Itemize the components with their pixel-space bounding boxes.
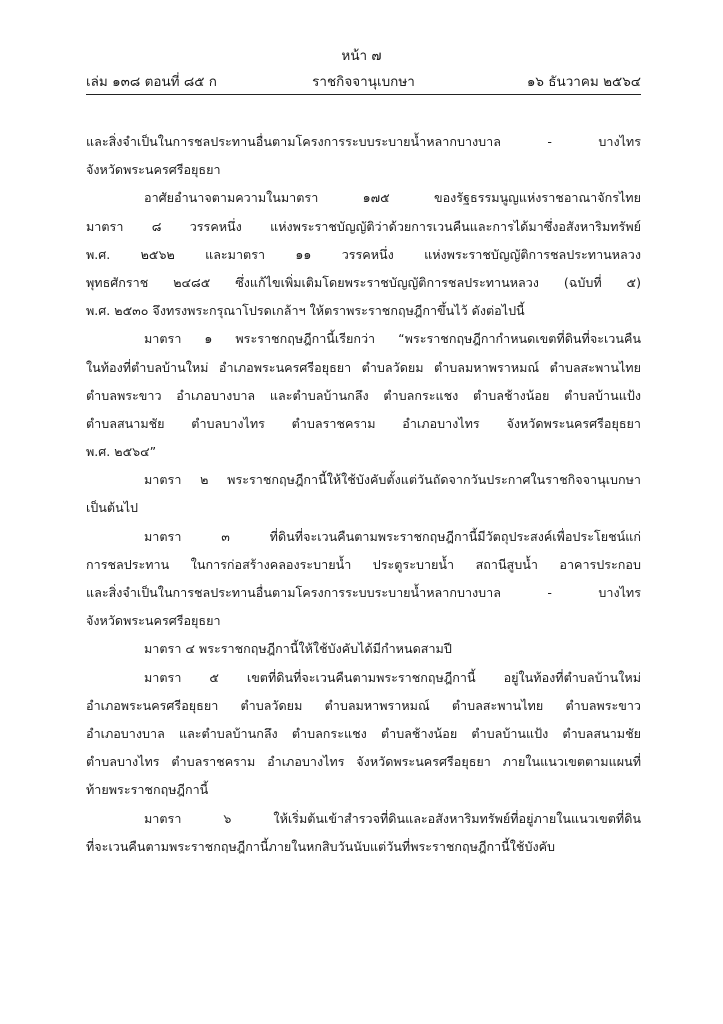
text-line: อำเภอบางบาล และตำบลบ้านกลึง ตำบลกระแชง ตำบลช้างน้อย ตำบลบ้านแป้ง ตำบลสนามชัย xyxy=(86,725,641,741)
text-line: ท้ายพระราชกฤษฎีกานี้ xyxy=(86,782,209,798)
text-line: ตำบลพระขาว อำเภอบางบาล และตำบลบ้านกลึง ตำบลกระแชง ตำบลช้างน้อย ตำบลบ้านแป้ง xyxy=(86,387,641,403)
section-2-line: มาตรา ๒ พระราชกฤษฎีกานี้ให้ใช้บังคับตั้งแต่วันถัดจากวันประกาศในราชกิจจานุเบกษา xyxy=(144,472,641,488)
gazette-header xyxy=(86,70,641,94)
text-line: ตำบลสนามชัย ตำบลบางไทร ตำบลราชคราม อำเภอบางไทร จังหวัดพระนครศรีอยุธยา xyxy=(86,415,641,431)
text-line: และสิ่งจำเป็นในการชลประทานอื่นตามโครงการระบบระบายน้ำหลากบางบาล - บางไทร xyxy=(86,585,641,600)
text-line: อำเภอพระนครศรีอยุธยา ตำบลวัดยม ตำบลมหาพราหมณ์ ตำบลสะพานไทย ตำบลพระขาว xyxy=(86,697,641,713)
text-line: การชลประทาน ในการก่อสร้างคลองระบายน้ำ ประตูระบายน้ำ สถานีสูบน้ำ อาคารประกอบ xyxy=(86,556,641,572)
text-line: ที่จะเวนคืนตามพระราชกฤษฎีกานี้ภายในหกสิบวันนับแต่วันที่พระราชกฤษฎีกานี้ใช้บังคับ xyxy=(86,838,556,854)
text-line: ตำบลบางไทร ตำบลราชคราม อำเภอบางไทร จังหวัดพระนครศรีอยุธยา ภายในแนวเขตตามแผนที่ xyxy=(86,754,641,770)
section-5-line: มาตรา ๕ เขตที่ดินที่จะเวนคืนตามพระราชกฤษฎีกานี้ อยู่ในท้องที่ตำบลบ้านใหม่ xyxy=(144,669,641,685)
text-line: จังหวัดพระนครศรีอยุธยา xyxy=(86,162,221,178)
text-line: และสิ่งจำเป็นในการชลประทานอื่นตามโครงการระบบระบายน้ำหลากบางบาล - บางไทร xyxy=(86,134,641,149)
publication-date: ๑๖ ธันวาคม ๒๕๖๔ xyxy=(526,74,641,90)
volume-issue: เล่ม ๑๓๘ ตอนที่ ๘๕ ก xyxy=(86,74,217,90)
section-3-line: มาตรา ๓ ที่ดินที่จะเวนคืนตามพระราชกฤษฎีกานี้มีวัตถุประสงค์เพื่อประโยชน์แก่ xyxy=(144,528,641,544)
document-body xyxy=(86,128,641,861)
section-6-line: มาตรา ๖ ให้เริ่มต้นเข้าสำรวจที่ดินและอสังหาริมทรัพย์ที่อยู่ภายในแนวเขตที่ดิน xyxy=(144,810,641,826)
publication-name: ราชกิจจานุเบกษา xyxy=(312,74,415,90)
section-4-line: มาตรา ๔ พระราชกฤษฎีกานี้ให้ใช้บังคับได้มีกำหนดสามปี xyxy=(144,641,452,657)
text-line: พุทธศักราช ๒๔๘๕ ซึ่งแก้ไขเพิ่มเติมโดยพระราชบัญญัติการชลประทานหลวง (ฉบับที่ ๕) xyxy=(86,274,641,290)
text-line: จังหวัดพระนครศรีอยุธยา xyxy=(86,613,221,629)
text-line: พ.ศ. ๒๕๖๒ และมาตรา ๑๑ วรรคหนึ่ง แห่งพระราชบัญญัติการชลประทานหลวง xyxy=(86,246,641,262)
page-number: หน้า ๗ xyxy=(341,48,382,64)
section-1-line: มาตรา ๑ พระราชกฤษฎีกานี้เรียกว่า “พระราชกฤษฎีกากำหนดเขตที่ดินที่จะเวนคืน xyxy=(144,331,641,347)
text-line: ในท้องที่ตำบลบ้านใหม่ อำเภอพระนครศรีอยุธยา ตำบลวัดยม ตำบลมหาพราหมณ์ ตำบลสะพานไทย xyxy=(86,359,641,375)
header-rule xyxy=(86,94,641,95)
text-line: เป็นต้นไป xyxy=(86,500,139,516)
text-line: อาศัยอำนาจตามความในมาตรา ๑๗๕ ของรัฐธรรมนูญแห่งราชอาณาจักรไทย xyxy=(144,190,641,206)
text-line: มาตรา ๘ วรรคหนึ่ง แห่งพระราชบัญญัติว่าด้วยการเวนคืนและการได้มาซึ่งอสังหาริมทรัพย์ xyxy=(86,218,641,234)
text-line: พ.ศ. ๒๕๖๔” xyxy=(86,444,157,460)
text-line: พ.ศ. ๒๕๓๐ จึงทรงพระกรุณาโปรดเกล้าฯ ให้ตราพระราชกฤษฎีกาขึ้นไว้ ดังต่อไปนี้ xyxy=(86,303,525,319)
